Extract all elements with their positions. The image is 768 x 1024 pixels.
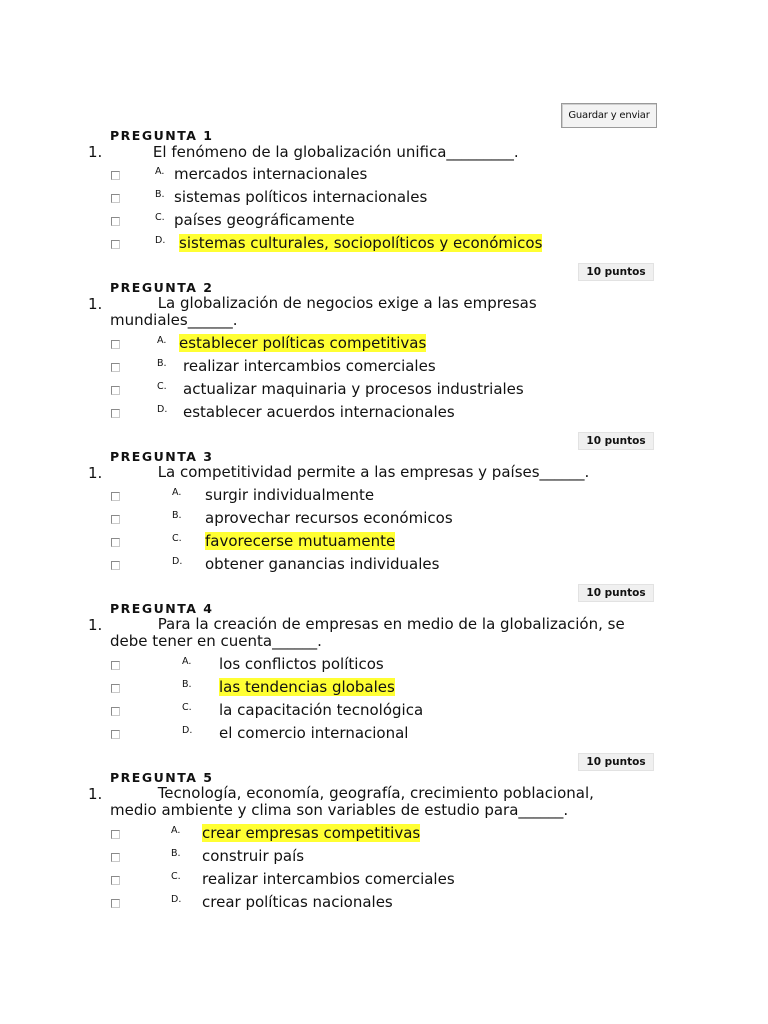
question-4-number: 1. (88, 616, 103, 634)
question-3-option-a-text: surgir individualmente (205, 486, 375, 504)
question-5-option-d-letter: D. (171, 894, 182, 905)
question-3-option-b-letter: B. (172, 510, 182, 521)
question-1-option-b-checkbox[interactable] (111, 194, 120, 203)
question-5-text: Tecnología, economía, geografía, crecimiento poblacional, medio ambiente y clima son variables de estudio para______. (110, 784, 594, 819)
question-4-option-a-text: los conflictos políticos (219, 655, 384, 673)
question-5-option-b-checkbox[interactable] (111, 853, 120, 862)
question-3-option-d-text: obtener ganancias individuales (205, 555, 440, 573)
question-4-option-c-text: la capacitación tecnológica (219, 701, 424, 719)
question-2-option-b-checkbox[interactable] (111, 363, 120, 372)
question-2-option-a-text: establecer políticas competitivas (179, 334, 427, 352)
question-1-points: 10 puntos (578, 263, 654, 281)
question-1-option-b-letter: B. (155, 189, 165, 200)
question-5-option-a-letter: A. (171, 825, 181, 836)
question-1-option-d-text: sistemas culturales, sociopolíticos y económicos (179, 234, 543, 252)
question-3-option-a-letter: A. (172, 487, 182, 498)
question-5-option-a-checkbox[interactable] (111, 830, 120, 839)
question-1-option-b-text: sistemas políticos internacionales (174, 188, 428, 206)
question-5-option-a-text: crear empresas competitivas (202, 824, 421, 842)
question-5-number: 1. (88, 785, 103, 803)
question-1-text: El fenómeno de la globalización unifica_________. (110, 143, 519, 161)
question-5-option-b-letter: B. (171, 848, 181, 859)
question-2-option-d-checkbox[interactable] (111, 409, 120, 418)
question-1-number: 1. (88, 143, 103, 161)
question-1-option-c-checkbox[interactable] (111, 217, 120, 226)
question-3-option-c-checkbox[interactable] (111, 538, 120, 547)
question-3-number: 1. (88, 464, 103, 482)
question-1-option-c-letter: C. (155, 212, 165, 223)
question-4-option-c-letter: C. (182, 702, 192, 713)
question-2-option-a-checkbox[interactable] (111, 340, 120, 349)
question-1-heading: PREGUNTA 1 (110, 128, 214, 143)
question-3-option-d-letter: D. (172, 556, 183, 567)
question-4-option-b-checkbox[interactable] (111, 684, 120, 693)
question-3-option-c-letter: C. (172, 533, 182, 544)
question-2-heading: PREGUNTA 2 (110, 280, 214, 295)
question-2-text: La globalización de negocios exige a las empresas mundiales______. (110, 294, 537, 329)
question-1-option-a-letter: A. (155, 166, 165, 177)
question-1-option-a-checkbox[interactable] (111, 171, 120, 180)
question-1-option-d-letter: D. (155, 235, 166, 246)
question-4-text: Para la creación de empresas en medio de la globalización, se debe tener en cuenta______. (110, 615, 625, 650)
question-5-option-d-checkbox[interactable] (111, 899, 120, 908)
save-and-submit-button[interactable]: Guardar y enviar (561, 103, 657, 128)
question-3-option-a-checkbox[interactable] (111, 492, 120, 501)
question-3-option-d-checkbox[interactable] (111, 561, 120, 570)
question-3-option-b-checkbox[interactable] (111, 515, 120, 524)
question-5-option-b-text: construir país (202, 847, 305, 865)
question-2-option-c-letter: C. (157, 381, 167, 392)
question-5-heading: PREGUNTA 5 (110, 770, 214, 785)
question-4-option-b-letter: B. (182, 679, 192, 690)
question-3-option-b-text: aprovechar recursos económicos (205, 509, 453, 527)
question-2-points: 10 puntos (578, 432, 654, 450)
question-1-option-d-checkbox[interactable] (111, 240, 120, 249)
question-5-option-c-checkbox[interactable] (111, 876, 120, 885)
question-2-number: 1. (88, 295, 103, 313)
question-2-option-b-letter: B. (157, 358, 167, 369)
question-5-option-d-text: crear políticas nacionales (202, 893, 393, 911)
question-1-option-c-text: países geográficamente (174, 211, 355, 229)
question-4-option-a-letter: A. (182, 656, 192, 667)
question-3-option-c-text: favorecerse mutuamente (205, 532, 396, 550)
question-4-option-c-checkbox[interactable] (111, 707, 120, 716)
question-3-heading: PREGUNTA 3 (110, 449, 214, 464)
question-4-option-d-letter: D. (182, 725, 193, 736)
question-2-option-c-text: actualizar maquinaria y procesos industriales (183, 380, 524, 398)
question-4-points: 10 puntos (578, 753, 654, 771)
question-5-option-c-letter: C. (171, 871, 181, 882)
question-4-heading: PREGUNTA 4 (110, 601, 214, 616)
question-5-option-c-text: realizar intercambios comerciales (202, 870, 455, 888)
question-1-option-a-text: mercados internacionales (174, 165, 368, 183)
question-2-option-d-text: establecer acuerdos internacionales (183, 403, 455, 421)
question-2-option-c-checkbox[interactable] (111, 386, 120, 395)
question-4-option-b-text: las tendencias globales (219, 678, 395, 696)
question-4-option-d-checkbox[interactable] (111, 730, 120, 739)
question-4-option-d-text: el comercio internacional (219, 724, 409, 742)
question-2-option-d-letter: D. (157, 404, 168, 415)
question-3-points: 10 puntos (578, 584, 654, 602)
question-2-option-b-text: realizar intercambios comerciales (183, 357, 436, 375)
question-3-text: La competitividad permite a las empresas y países______. (110, 463, 590, 481)
question-2-option-a-letter: A. (157, 335, 167, 346)
question-4-option-a-checkbox[interactable] (111, 661, 120, 670)
